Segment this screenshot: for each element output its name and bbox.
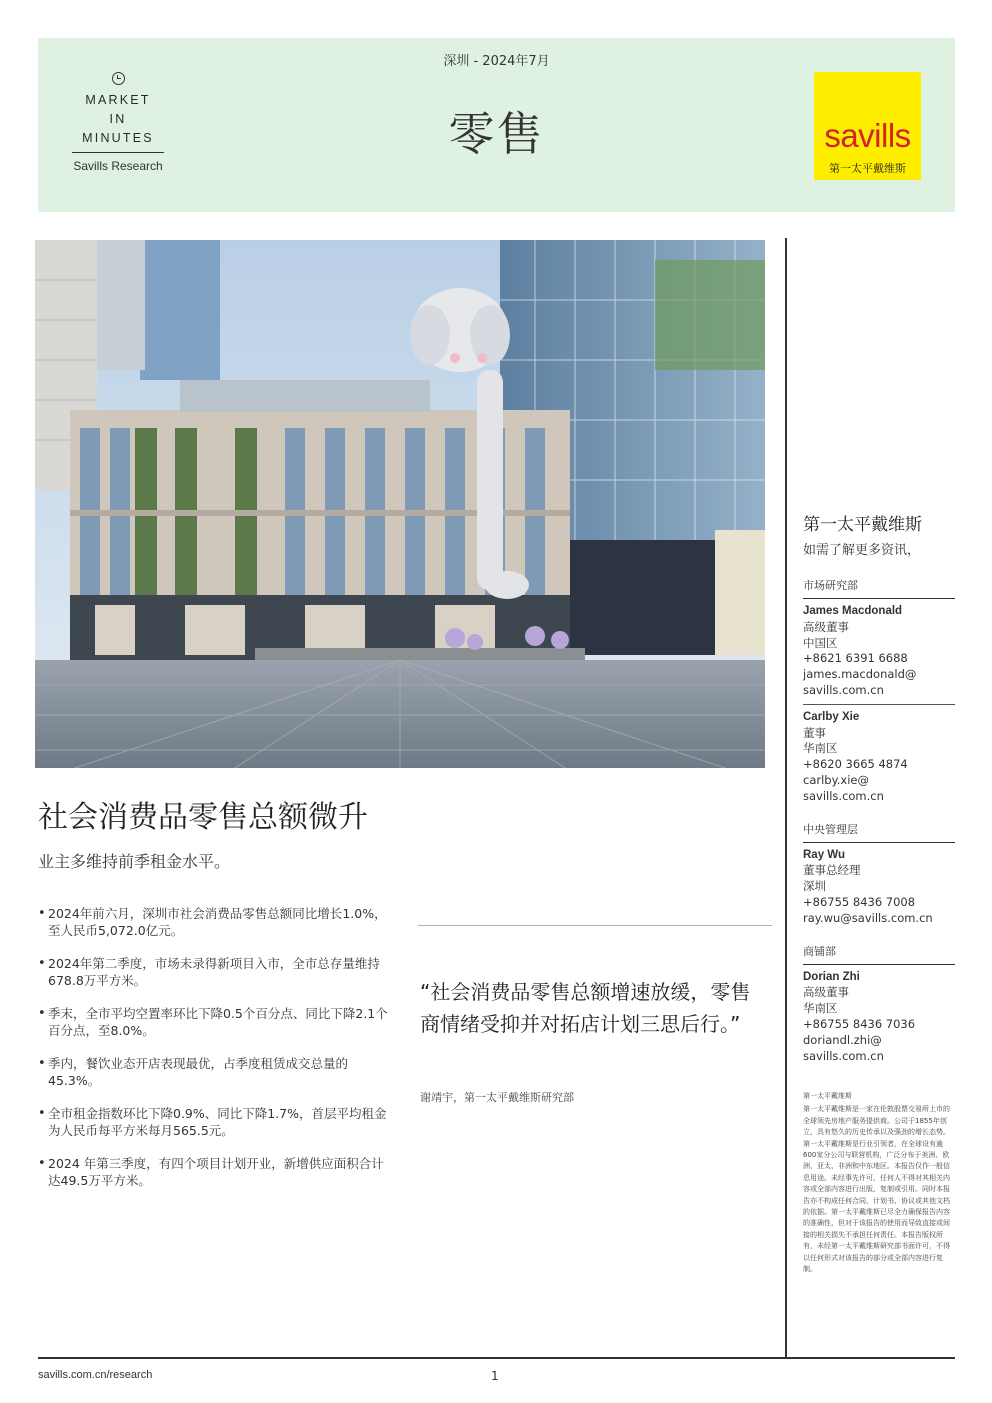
key-points-list xyxy=(38,905,388,1205)
contact-name: Carlby Xie xyxy=(803,710,860,723)
page-number: 1 xyxy=(491,1369,499,1383)
sidebar-brand: 第一太平戴维斯 xyxy=(803,515,922,535)
contact-card xyxy=(803,710,955,805)
hero-photo xyxy=(35,240,765,768)
logo-chinese-name: 第一太平戴维斯 xyxy=(829,162,906,175)
report-title: 零售 xyxy=(448,107,545,161)
key-point: • 2024 年第三季度，有四个项目计划开业，新增供应面积合计达49.5万平方米。 xyxy=(38,1155,388,1189)
key-point: • 全市租金指数环比下降0.9%、同比下降1.7%，首层平均租金为人民币每平方米每月565.5元。 xyxy=(38,1105,388,1139)
contact-region: 华南区 xyxy=(803,741,838,756)
key-point: • 2024年第二季度，市场未录得新项目入市，全市总存量维持678.8万平方米。 xyxy=(38,955,388,989)
contacts-sidebar xyxy=(803,510,955,1064)
savills-logo xyxy=(814,72,921,180)
contact-name: Dorian Zhi xyxy=(803,970,860,983)
section-title: 商铺部 xyxy=(803,943,955,965)
contact-card xyxy=(803,970,955,1065)
footer-divider xyxy=(38,1357,955,1359)
contact-name: James Macdonald xyxy=(803,605,903,617)
logo-wordmark: savills xyxy=(824,117,911,154)
contact-phone: +86755 8436 7036 xyxy=(803,1016,916,1031)
key-point: • 季末，全市平均空置率环比下降0.5个百分点、同比下降2.1个百分点，至8.0%。 xyxy=(38,1005,388,1039)
mim-line: MINUTES xyxy=(82,131,154,145)
section-title: 中央管理层 xyxy=(803,821,955,843)
section-title: 市场研究部 xyxy=(803,577,955,599)
key-point: • 2024年前六月，深圳市社会消费品零售总额同比增长1.0%，至人民币5,072.0亿元。 xyxy=(38,905,388,939)
contact-role: 高级董事 xyxy=(803,619,849,634)
contact-role: 高级董事 xyxy=(803,985,849,1000)
contact-email[interactable]: james.macdonald@ xyxy=(803,667,917,682)
subheadline: 业主多维持前季租金水平。 xyxy=(38,852,231,871)
contact-email[interactable]: ray.wu@savills.com.cn xyxy=(803,910,933,925)
sidebar-divider xyxy=(785,238,787,1358)
disclaimer-text: 第一太平戴维斯是一家在伦敦股票交易所上市的全球领先房地产服务提供商。公司于1855年创立，具有悠久的历史传承以及强劲的增长态势。第一太平戴维斯是行业引领者，在全球设有逾600家分公司与联营机构，广泛分布于美洲、欧洲、亚太、非洲和中东地区。本报告仅作一般信息用途。未经事先许可，任何人不得对其相关内容或全部内容进行出版、复制或引用。同时本报告亦不构成任何合同、计划书、协议或其他文档的依据。第一太平戴维斯已尽全力确保报告内容的准确性，但对于该报告的使用而导致直接或间接的相关损失不承担任何责任。本报告版权所有，未经第一太平戴维斯研究部书面许可，不得以任何形式对该报告的部分或全部内容进行复制。 xyxy=(803,1105,950,1274)
contact-role: 董事 xyxy=(803,725,826,740)
footer-link[interactable]: savills.com.cn/research xyxy=(38,1369,153,1381)
contact-role: 董事总经理 xyxy=(803,863,861,878)
quote-divider xyxy=(418,925,772,926)
quote-attribution: 谢靖宇，第一太平戴维斯研究部 xyxy=(420,1091,574,1104)
clock-icon xyxy=(112,72,125,85)
report-date: 深圳 - 2024年7月 xyxy=(443,54,550,69)
contact-phone: +8620 3665 4874 xyxy=(803,757,908,772)
contact-phone: +8621 6391 6688 xyxy=(803,651,908,666)
research-label: Savills Research xyxy=(73,159,163,173)
contact-email-domain[interactable]: savills.com.cn xyxy=(803,788,884,803)
contact-card xyxy=(803,848,955,927)
key-point: • 季内，餐饮业态开店表现最优，占季度租赁成交总量的45.3%。 xyxy=(38,1055,388,1089)
mim-line: IN xyxy=(109,112,127,126)
contact-card xyxy=(803,604,955,705)
mall-plaza-image xyxy=(35,240,765,768)
contact-phone: +86755 8436 7008 xyxy=(803,894,916,909)
report-header xyxy=(38,38,955,212)
disclaimer-title: 第一太平戴维斯 xyxy=(803,1092,852,1100)
contact-email[interactable]: doriandl.zhi@ xyxy=(803,1032,882,1047)
contact-email-domain[interactable]: savills.com.cn xyxy=(803,1048,884,1063)
pull-quote: “社会消费品零售总额增速放缓，零售商情绪受抑并对拓店计划三思后行。” xyxy=(420,980,751,1036)
mim-line: MARKET xyxy=(85,93,151,107)
sidebar-intro: 如需了解更多资讯， xyxy=(803,543,921,558)
contact-region: 深圳 xyxy=(803,879,826,894)
contact-name: Ray Wu xyxy=(803,848,845,861)
contact-email-domain[interactable]: savills.com.cn xyxy=(803,682,884,697)
contact-region: 华南区 xyxy=(803,1001,838,1016)
contact-region: 中国区 xyxy=(803,635,838,650)
contact-email[interactable]: carlby.xie@ xyxy=(803,772,869,787)
disclaimer xyxy=(803,1091,955,1276)
main-headline: 社会消费品零售总额微升 xyxy=(38,800,368,835)
